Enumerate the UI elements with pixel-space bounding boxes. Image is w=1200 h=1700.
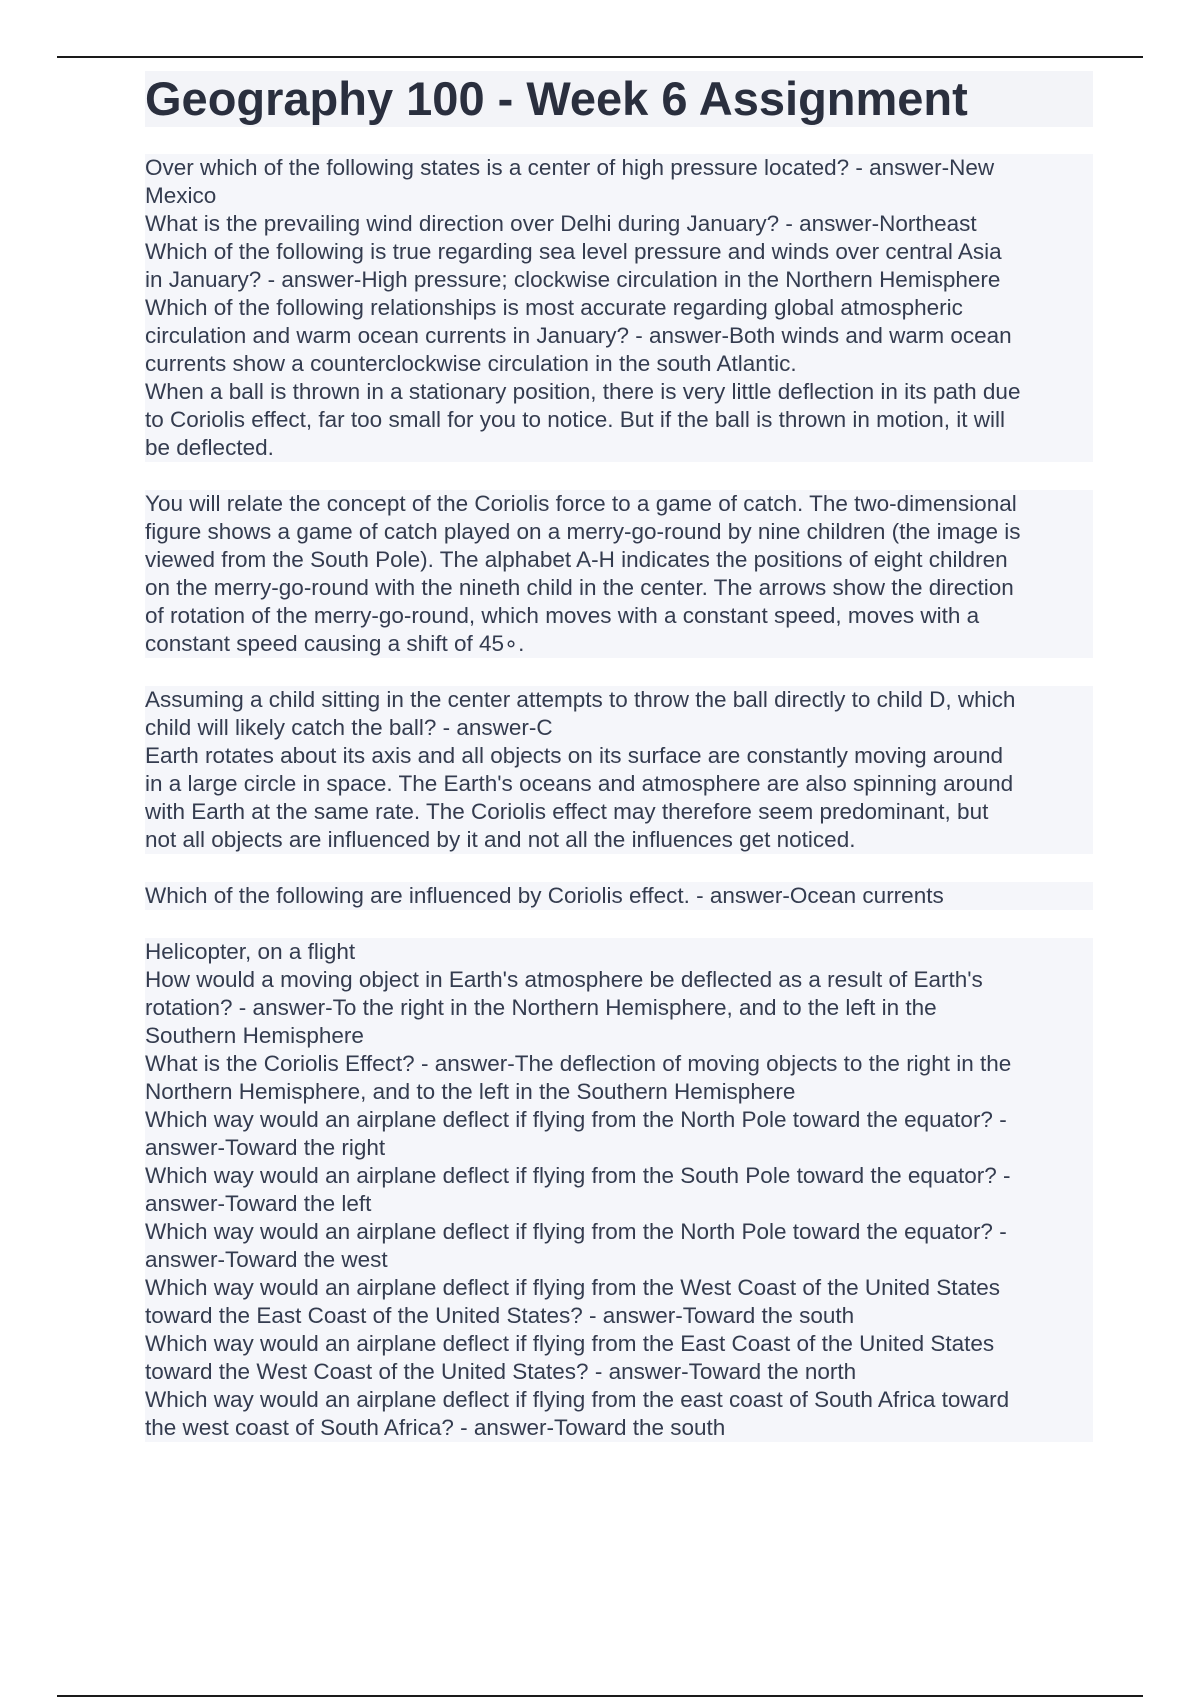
paragraph-gap <box>145 462 1093 490</box>
page-title: Geography 100 - Week 6 Assignment <box>145 72 968 125</box>
text-line: answer-Toward the left <box>145 1190 1093 1218</box>
text-line: figure shows a game of catch played on a merry-go-round by nine children (the image is <box>145 518 1093 546</box>
text-line: Northern Hemisphere, and to the left in the Southern Hemisphere <box>145 1078 1093 1106</box>
text-line: constant speed causing a shift of 45∘. <box>145 630 1093 658</box>
text-line: Which of the following relationships is most accurate regarding global atmospheric <box>145 294 1093 322</box>
top-rule <box>57 56 1143 58</box>
text-line: not all objects are influenced by it and not all the influences get noticed. <box>145 826 1093 854</box>
text-line: child will likely catch the ball? - answer-C <box>145 714 1093 742</box>
text-line: in January? - answer-High pressure; clockwise circulation in the Northern Hemisphere <box>145 266 1093 294</box>
text-line: be deflected. <box>145 434 1093 462</box>
text-line: toward the West Coast of the United States? - answer-Toward the north <box>145 1358 1093 1386</box>
text-line: to Coriolis effect, far too small for you to notice. But if the ball is thrown in motion, it will <box>145 406 1093 434</box>
text-line: What is the Coriolis Effect? - answer-The deflection of moving objects to the right in the <box>145 1050 1093 1078</box>
text-line: Mexico <box>145 182 1093 210</box>
bottom-rule <box>57 1695 1143 1697</box>
text-line: What is the prevailing wind direction over Delhi during January? - answer-Northeast <box>145 210 1093 238</box>
text-line: Which way would an airplane deflect if flying from the east coast of South Africa toward <box>145 1386 1093 1414</box>
text-line: Over which of the following states is a center of high pressure located? - answer-New <box>145 154 1093 182</box>
text-line: Which way would an airplane deflect if flying from the South Pole toward the equator? - <box>145 1162 1093 1190</box>
text-line: on the merry-go-round with the nineth child in the center. The arrows show the direction <box>145 574 1093 602</box>
text-line: answer-Toward the west <box>145 1246 1093 1274</box>
text-line: circulation and warm ocean currents in January? - answer-Both winds and warm ocean <box>145 322 1093 350</box>
text-line: Which way would an airplane deflect if flying from the West Coast of the United States <box>145 1274 1093 1302</box>
text-line: How would a moving object in Earth's atmosphere be deflected as a result of Earth's <box>145 966 1093 994</box>
text-line: toward the East Coast of the United States? - answer-Toward the south <box>145 1302 1093 1330</box>
paragraph-gap <box>145 910 1093 938</box>
text-line: Which way would an airplane deflect if flying from the North Pole toward the equator? - <box>145 1218 1093 1246</box>
text-line: currents show a counterclockwise circulation in the south Atlantic. <box>145 350 1093 378</box>
paragraph-gap <box>145 854 1093 882</box>
text-line: in a large circle in space. The Earth's oceans and atmosphere are also spinning around <box>145 770 1093 798</box>
text-line: the west coast of South Africa? - answer-Toward the south <box>145 1414 1093 1442</box>
text-line: Helicopter, on a flight <box>145 938 1093 966</box>
text-line: Which way would an airplane deflect if flying from the North Pole toward the equator? - <box>145 1106 1093 1134</box>
text-line: Which of the following are influenced by Coriolis effect. - answer-Ocean currents <box>145 882 1093 910</box>
text-line: When a ball is thrown in a stationary position, there is very little deflection in its path due <box>145 378 1093 406</box>
text-line: rotation? - answer-To the right in the Northern Hemisphere, and to the left in the <box>145 994 1093 1022</box>
text-line: viewed from the South Pole). The alphabet A-H indicates the positions of eight children <box>145 546 1093 574</box>
text-line: answer-Toward the right <box>145 1134 1093 1162</box>
text-line: of rotation of the merry-go-round, which moves with a constant speed, moves with a <box>145 602 1093 630</box>
text-line: with Earth at the same rate. The Coriolis effect may therefore seem predominant, but <box>145 798 1093 826</box>
title-banner <box>145 71 1093 127</box>
text-line: Earth rotates about its axis and all objects on its surface are constantly moving around <box>145 742 1093 770</box>
text-line: Assuming a child sitting in the center attempts to throw the ball directly to child D, which <box>145 686 1093 714</box>
text-line: You will relate the concept of the Coriolis force to a game of catch. The two-dimensional <box>145 490 1093 518</box>
text-line: Southern Hemisphere <box>145 1022 1093 1050</box>
paragraph-gap <box>145 658 1093 686</box>
document-body <box>145 154 1093 1442</box>
text-line: Which way would an airplane deflect if flying from the East Coast of the United States <box>145 1330 1093 1358</box>
text-line: Which of the following is true regarding sea level pressure and winds over central Asia <box>145 238 1093 266</box>
